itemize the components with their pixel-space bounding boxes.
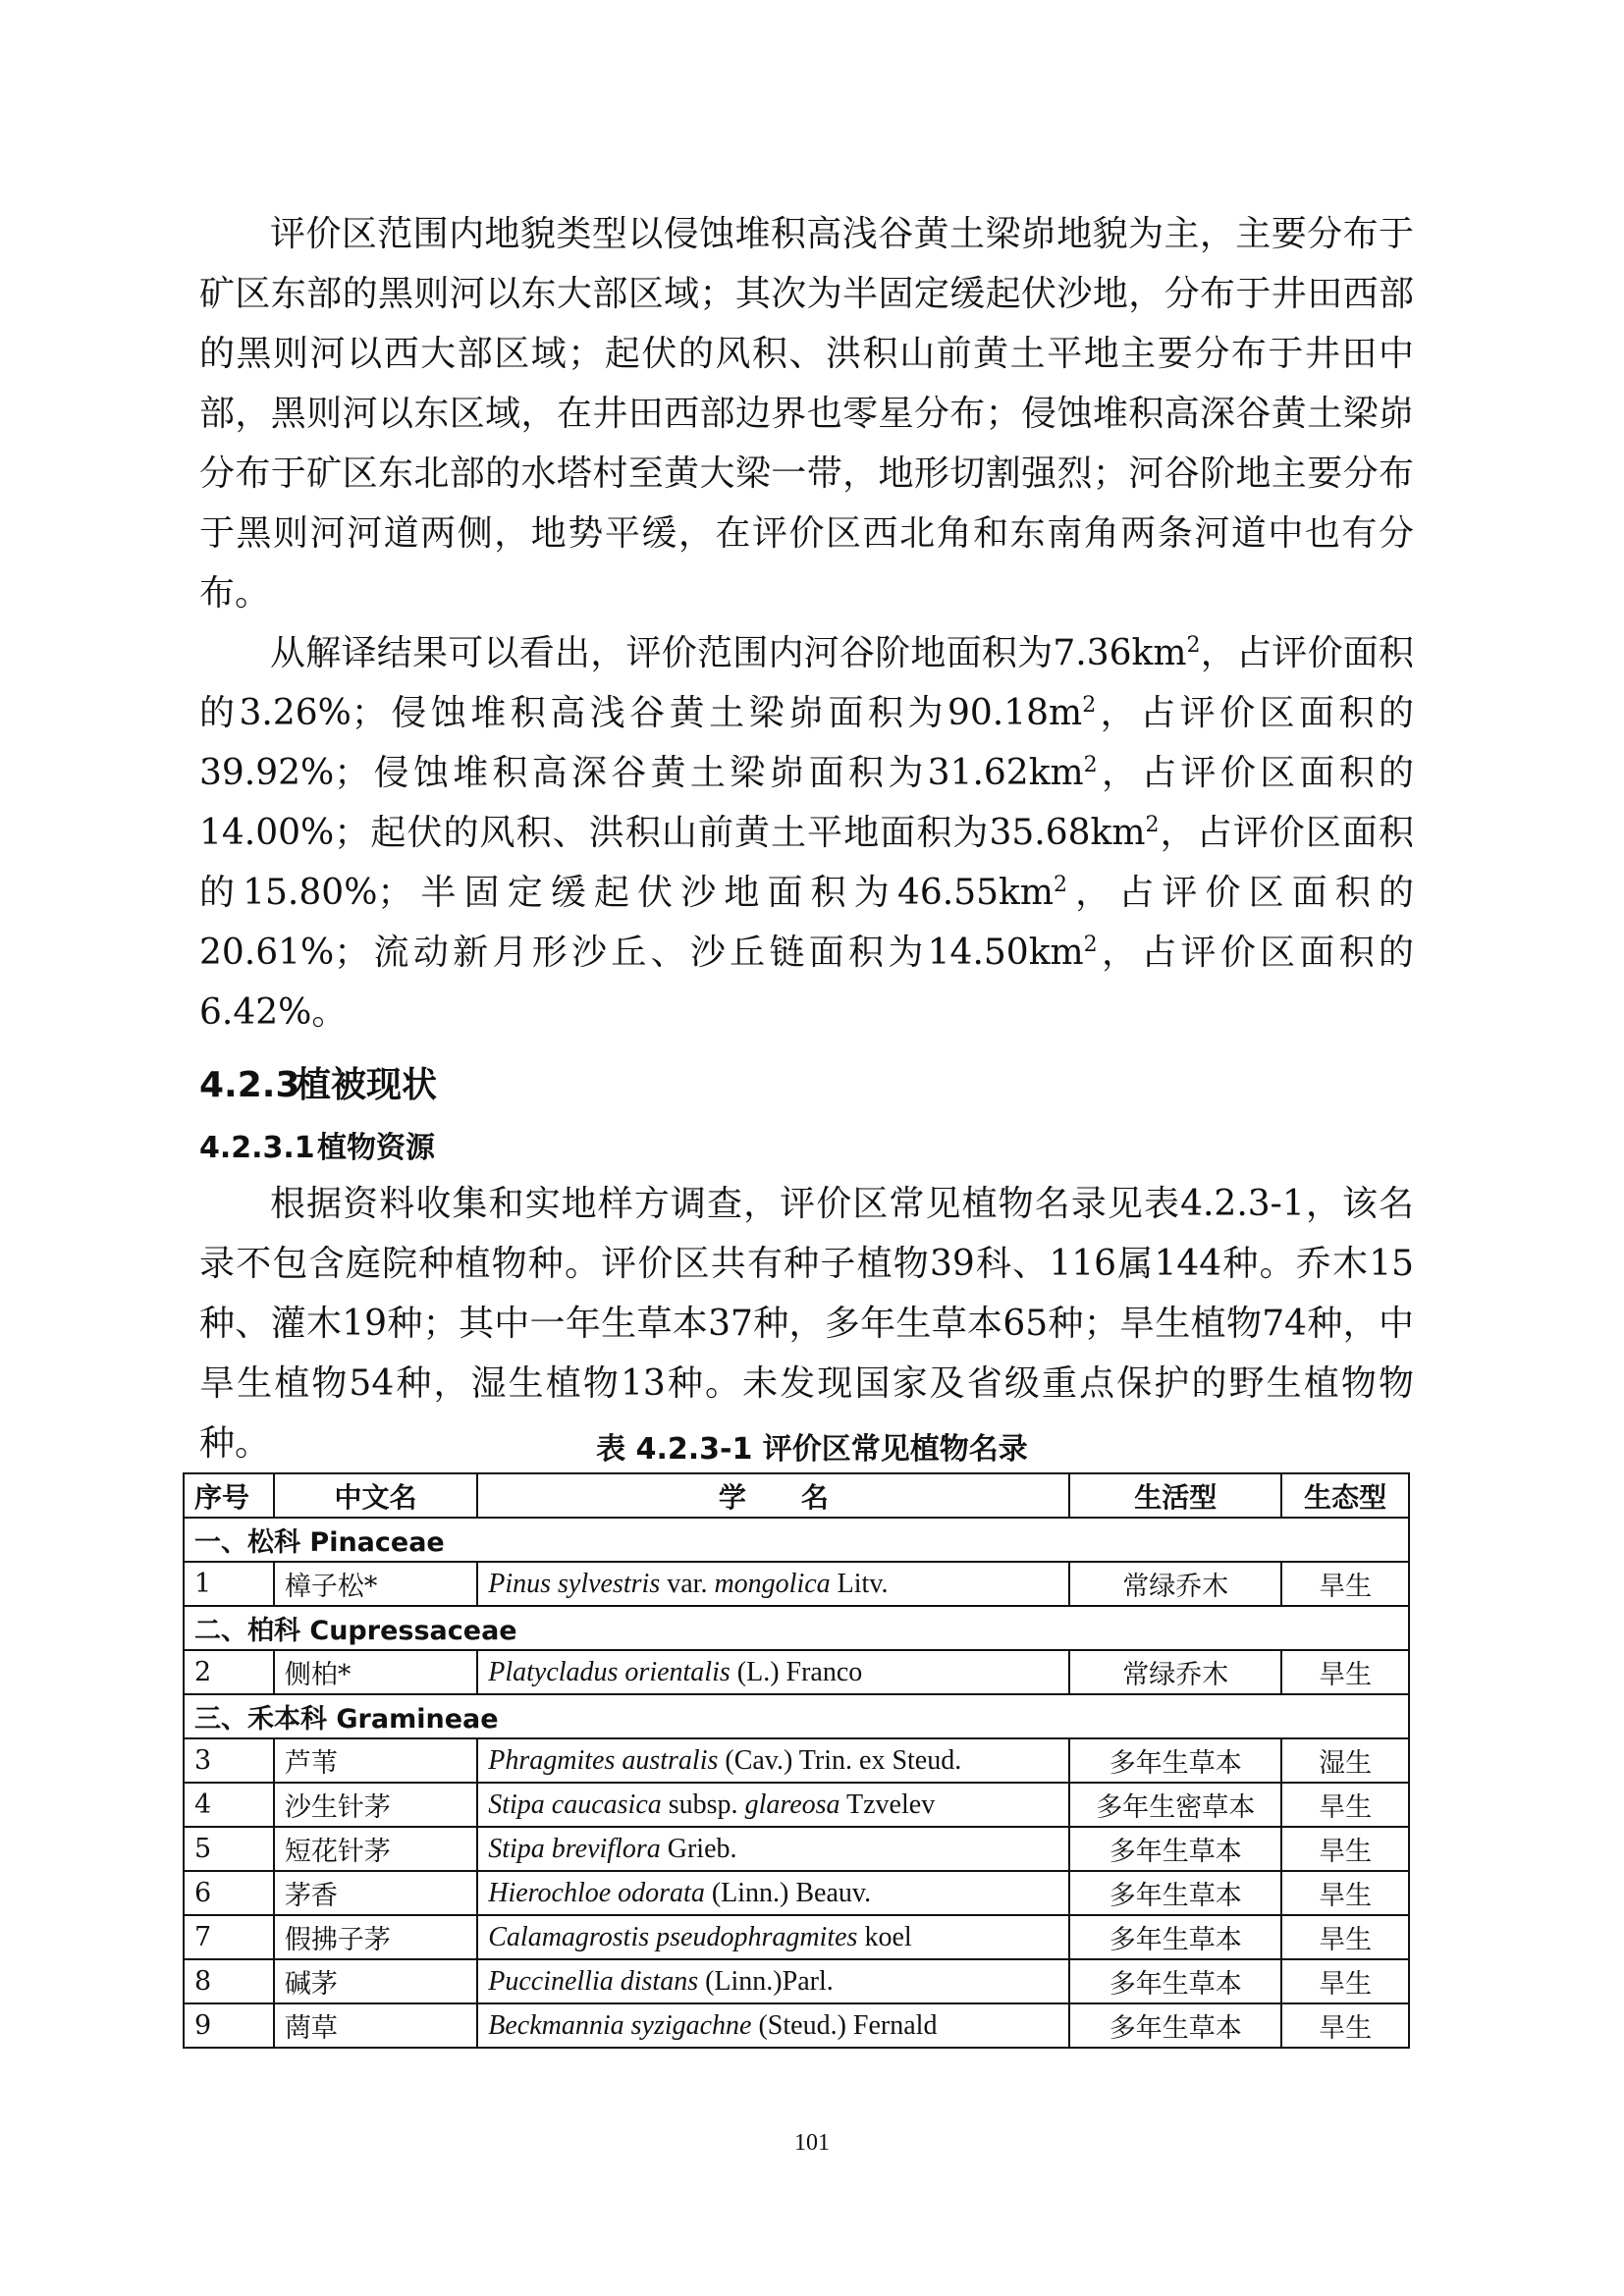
table-row (184, 1650, 1409, 1694)
cell-scientific-name (477, 1959, 1069, 2003)
p2-seg-e: ，占评价区面积的15.80%；半固定缓起伏沙地面积为46.55km (199, 813, 1414, 913)
paragraph-plant-survey: 根据资料收集和实地样方调查，评价区常见植物名录见表4.2.3-1，该名录不包含庭院种植物种。评价区共有种子植物39科、116属144种。乔木15种、灌木19种；其中一年生草本37种，多年生草本65种；旱生植物74种，中旱生植物54种，湿生植物13种。未发现国家及省级重点保护的野生植物物种。 (199, 1184, 1414, 1464)
cell-life-form: 多年生草本 (1069, 1915, 1281, 1959)
cell-life-form: 多年生草本 (1069, 1871, 1281, 1915)
cell-no: 5 (184, 1827, 274, 1871)
sci-text: Grieb. (660, 1833, 737, 1864)
section-number: 4.2.3 (199, 1065, 300, 1105)
section-heading-vegetation (199, 1056, 1414, 1115)
cell-life-form: 多年生草本 (1069, 2003, 1281, 2048)
sci-text: (Linn.)Parl. (698, 1965, 834, 1997)
cell-no: 2 (184, 1650, 274, 1694)
header-chinese-name: 中文名 (274, 1473, 477, 1518)
table-row (184, 1783, 1409, 1827)
cell-no: 1 (184, 1562, 274, 1606)
cell-chinese-name: 樟子松* (274, 1562, 477, 1606)
cell-scientific-name (477, 1783, 1069, 1827)
p2-seg-c: ，占评价区面积的39.92%；侵蚀堆积高深谷黄土梁峁面积为31.62km (199, 693, 1414, 793)
family-label: 一、松科 Pinaceae (184, 1518, 1409, 1562)
sci-text: var. (660, 1568, 715, 1599)
paragraph-landform-distribution: 评价区范围内地貌类型以侵蚀堆积高浅谷黄土梁峁地貌为主，主要分布于矿区东部的黑则河以东大部区域；其次为半固定缓起伏沙地，分布于井田西部的黑则河以西大部区域；起伏的风积、洪积山前黄土平地主要分布于井田中部，黑则河以东区域，在井田西部边界也零星分布；侵蚀堆积高深谷黄土梁峁分布于矿区东北部的水塔村至黄大梁一带，地形切割强烈；河谷阶地主要分布于黑则河河道两侧，地势平缓，在评价区西北角和东南角两条河道中也有分布。 (199, 214, 1414, 614)
cell-chinese-name: 碱茅 (274, 1959, 477, 2003)
sci-text: Litv. (830, 1568, 889, 1599)
cell-life-form: 多年生草本 (1069, 1827, 1281, 1871)
cell-scientific-name (477, 1827, 1069, 1871)
family-row (184, 1606, 1409, 1650)
cell-scientific-name (477, 1871, 1069, 1915)
cell-no: 4 (184, 1783, 274, 1827)
subsection-title: 植物资源 (317, 1131, 435, 1165)
cell-life-form: 常绿乔木 (1069, 1562, 1281, 1606)
sci-text: koel (857, 1921, 912, 1952)
cell-no: 8 (184, 1959, 274, 2003)
cell-scientific-name (477, 1562, 1069, 1606)
family-row (184, 1694, 1409, 1738)
sci-text: subsp. (661, 1789, 745, 1820)
cell-scientific-name (477, 1650, 1069, 1694)
cell-chinese-name: 茅香 (274, 1871, 477, 1915)
cell-scientific-name (477, 2003, 1069, 2048)
subsection-heading-plant-resources (199, 1123, 1414, 1174)
p2-sup-b: 2 (1082, 693, 1097, 718)
cell-scientific-name (477, 1915, 1069, 1959)
page-content (199, 204, 1414, 1473)
header-life-form: 生活型 (1069, 1473, 1281, 1518)
sci-italic: Beckmannia syzigachne (488, 2009, 752, 2041)
table-row (184, 2003, 1409, 2048)
header-scientific-name: 学 名 (477, 1473, 1069, 1518)
p2-seg-d: ，占评价区面积的14.00%；起伏的风积、洪积山前黄土平地面积为35.68km (199, 753, 1414, 853)
cell-chinese-name: 假拂子茅 (274, 1915, 477, 1959)
cell-ecotype: 旱生 (1281, 1650, 1409, 1694)
paragraph-interpretation-results (199, 623, 1414, 1042)
cell-life-form: 多年生草本 (1069, 1959, 1281, 2003)
table-row (184, 1562, 1409, 1606)
cell-scientific-name (477, 1738, 1069, 1783)
cell-ecotype: 旱生 (1281, 1871, 1409, 1915)
table-row (184, 1915, 1409, 1959)
table-row (184, 1959, 1409, 2003)
page-number: 101 (794, 2130, 830, 2156)
cell-ecotype: 旱生 (1281, 1959, 1409, 2003)
family-label: 二、柏科 Cupressaceae (184, 1606, 1409, 1650)
sci-text: (Cav.) Trin. ex Steud. (718, 1744, 962, 1776)
cell-life-form: 多年生草本 (1069, 1738, 1281, 1783)
cell-chinese-name: 菵草 (274, 2003, 477, 2048)
sci-italic: Phragmites australis (488, 1744, 719, 1776)
table-row (184, 1738, 1409, 1783)
cell-chinese-name: 短花针茅 (274, 1827, 477, 1871)
sci-italic: mongolica (714, 1568, 831, 1599)
p2-seg-g: ，占评价区面积的6.42%。 (199, 933, 1414, 1033)
sci-italic: Stipa caucasica (488, 1789, 662, 1820)
sci-italic: glareosa (744, 1789, 840, 1820)
sci-italic: Hierochloe odorata (488, 1877, 705, 1908)
table-header-row (184, 1473, 1409, 1518)
table-row (184, 1827, 1409, 1871)
sci-italic: Pinus sylvestris (488, 1568, 661, 1599)
cell-ecotype: 旱生 (1281, 1562, 1409, 1606)
cell-ecotype: 湿生 (1281, 1738, 1409, 1783)
cell-ecotype: 旱生 (1281, 1915, 1409, 1959)
cell-life-form: 多年生密草本 (1069, 1783, 1281, 1827)
cell-no: 7 (184, 1915, 274, 1959)
header-ecotype: 生态型 (1281, 1473, 1409, 1518)
cell-no: 6 (184, 1871, 274, 1915)
family-label: 三、禾本科 Gramineae (184, 1694, 1409, 1738)
p2-seg-a: 从解译结果可以看出，评价范围内河谷阶地面积为7.36km (270, 633, 1187, 673)
table-caption: 表 4.2.3-1 评价区常见植物名录 (596, 1432, 1028, 1467)
cell-ecotype: 旱生 (1281, 2003, 1409, 2048)
p2-sup-d: 2 (1145, 813, 1160, 837)
plant-list-table (183, 1472, 1410, 2049)
sci-italic: Calamagrostis pseudophragmites (488, 1921, 858, 1952)
section-title: 植被现状 (296, 1065, 438, 1105)
cell-no: 3 (184, 1738, 274, 1783)
cell-life-form: 常绿乔木 (1069, 1650, 1281, 1694)
p2-sup-c: 2 (1083, 753, 1098, 777)
cell-chinese-name: 芦苇 (274, 1738, 477, 1783)
sci-italic: Puccinellia distans (488, 1965, 699, 1997)
cell-ecotype: 旱生 (1281, 1783, 1409, 1827)
cell-no: 9 (184, 2003, 274, 2048)
table-row (184, 1871, 1409, 1915)
sci-text: Tzvelev (839, 1789, 936, 1820)
p2-sup-e: 2 (1053, 873, 1067, 897)
cell-chinese-name: 侧柏* (274, 1650, 477, 1694)
cell-ecotype: 旱生 (1281, 1827, 1409, 1871)
p2-sup-f: 2 (1083, 933, 1098, 957)
sci-text: (Steud.) Fernald (751, 2009, 938, 2041)
family-row (184, 1518, 1409, 1562)
sci-italic: Platycladus orientalis (488, 1656, 731, 1687)
p2-seg-b: ，占评价面积的3.26%；侵蚀堆积高浅谷黄土梁峁面积为90.18m (199, 633, 1414, 733)
header-no: 序号 (184, 1473, 274, 1518)
subsection-number: 4.2.3.1 (199, 1131, 315, 1165)
p2-seg-f: ，占评价区面积的20.61%；流动新月形沙丘、沙丘链面积为14.50km (199, 873, 1414, 973)
cell-chinese-name: 沙生针茅 (274, 1783, 477, 1827)
sci-italic: Stipa breviflora (488, 1833, 661, 1864)
sci-text: (Linn.) Beauv. (704, 1877, 872, 1908)
sci-text: (L.) Franco (730, 1656, 863, 1687)
p2-sup-a: 2 (1186, 633, 1201, 658)
